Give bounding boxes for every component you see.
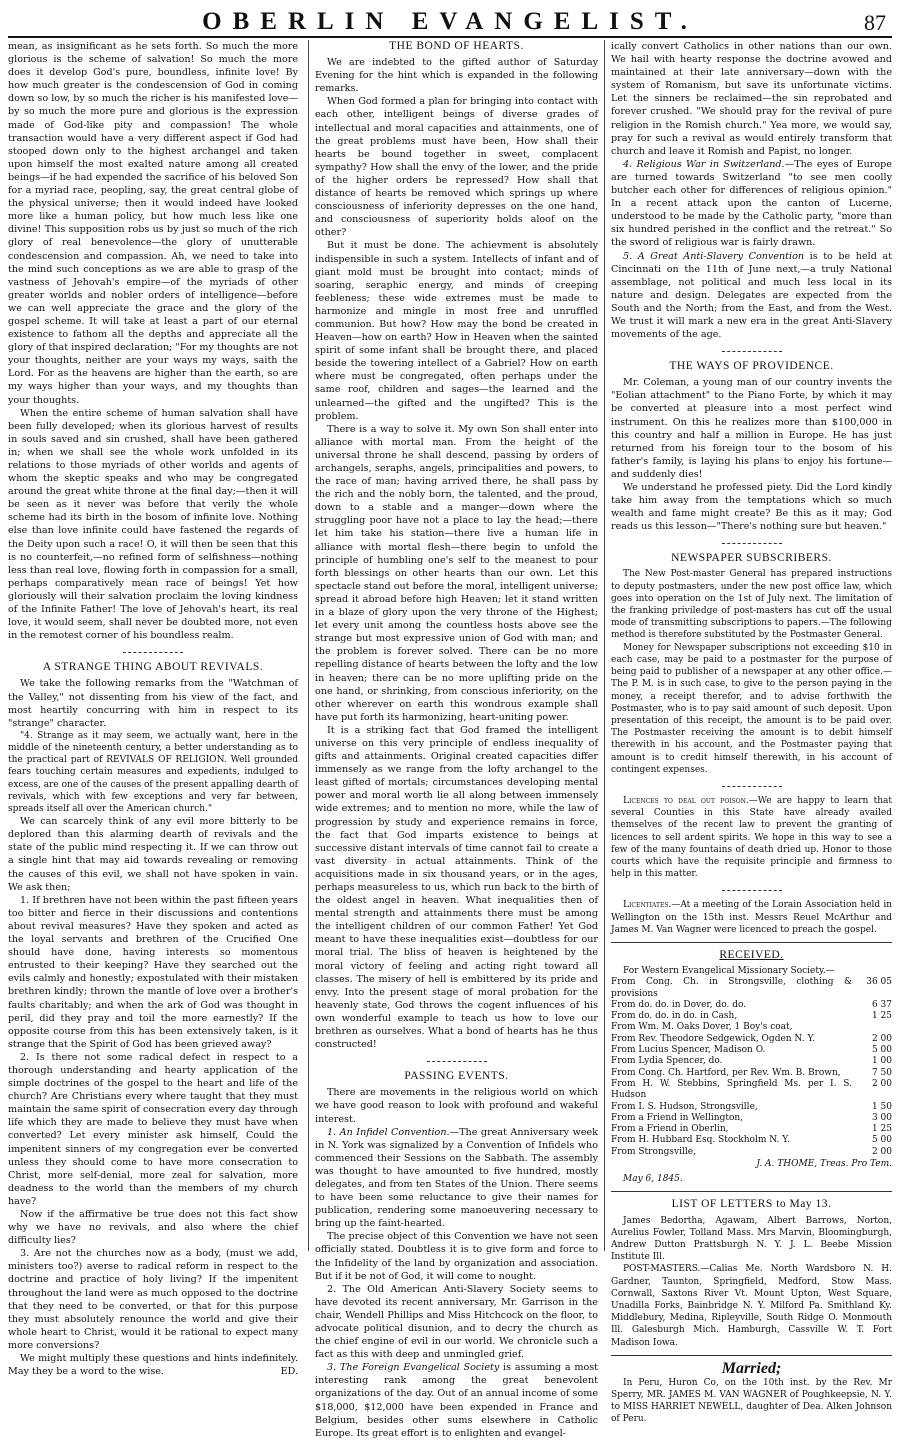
paragraph-text: is to be held at Cincinnati on the 11th of June next,—a truly National assemblage, not political and much less local in its nature and design. Delegates are expected from the South and the North; from the East, and from the West. We trust it will mark a new era in the great Anti-Slavery movements of the age. — [611, 250, 892, 341]
paragraph: There are movements in the religious world on which we have good reason to look with profound and wakeful interest. — [315, 1087, 598, 1125]
paragraph-text: —The eyes of Europe are turned towards Switzerland "to see men coolly butcher each other for differences of religious opinion." In a recent attack upon the canton of Lucerne, understood to be made by the Catholic party, "more than six hundred perished in the conflict and the retreat." So the sword of religious war is fairly drawn. — [611, 158, 892, 249]
received-source: From H. W. Stebbins, Springfield Ms. per I. S. Hudson — [611, 1078, 852, 1101]
article-heading-received: RECEIVED. — [719, 948, 784, 961]
received-source: From a Friend in Wellington, — [611, 1112, 744, 1123]
paragraph: Now if the affirmative be true does not this fact show why we have no revivals, and also where the chief difficulty lies? — [8, 1209, 298, 1247]
received-row — [611, 1034, 892, 1045]
paragraph: We understand he professed piety. Did the Lord kindly take him away from the temptations which so much wealth and fame might create? Be this as it may; God reads us this lesson—"There's nothing sure but heaven." — [611, 482, 892, 533]
columns — [8, 40, 892, 1439]
paragraph: Mr. Coleman, a young man of our country invents the "Eolian attachment" to the Piano Forte, by which it may be converted at pleasure into a most perfect wind instrument. On this he realizes more than $100,000 in this country and half a million in Europe. He has just returned from his foreign tour to the bosom of his father's family, is laying his plans to enjoy his fortune—and suddenly dies! — [611, 377, 892, 480]
paragraph: The precise object of this Convention we have not seen officially stated. Doubtless it is to give form and force to the Infidelity of the land by organization and association. But if it be not of God, it will come to nought. — [315, 1231, 598, 1282]
page-title: OBERLIN EVANGELIST. — [202, 8, 698, 35]
column-3 — [604, 40, 892, 1425]
received-row — [611, 1124, 892, 1135]
received-amount: 6 37 — [871, 999, 892, 1010]
paragraph-text: —At a meeting of the Lorain Association held in Wellington on the 15th inst. Messrs Reuel McArthur and James M. Van Wagner were licenced to preach the gospel. — [611, 900, 892, 935]
article-heading-letters: LIST OF LETTERS to May 13. — [671, 1198, 832, 1211]
received-intro: For Western Evangelical Missionary Society.— — [623, 966, 835, 977]
paragraph: The New Post-master General has prepared instructions to deputy postmasters, under the new post office law, which goes into operation on the 1st of July next. The limitation of the franking priviledge of post-masters has cut off the usual mode of transmitting subscriptions to papers.—The following method is therefore substituted by the Postmaster General. — [611, 569, 892, 641]
received-amount: 5 00 — [871, 1135, 892, 1146]
paragraph: ically convert Catholics in other nations than our own. We hail with hearty response the doctrine avowed and maintained at their late anniversary—down with the system of Romanism, but save its unfortunate victims. Let the sinners be reclaimed—the sin reprobated and forever crushed. "We should pray for the revival of pure religion in the Romish church." Yea more, we would say, pray for such a revival as would entirely transform that church and leave it Romish and Papist, no longer. — [611, 41, 892, 157]
paragraph: There is a way to solve it. My own Son shall enter into alliance with mortal man. From the height of the universal throne he shall descend, passing by orders of archangels, seraphs, angels, principalities and powers, to the race of man; having arrived there, he shall pass by the rich and the nobly born, the talented, and the proud, down to a stable and a manger—down where the struggling poor have not a place to lay the head;—there let him take his station—there live a human life in alliance with mortal flesh—there begin to unfold the principle of humbling one's self to the meanest to pour forth blessings on other hearts than our own. Let this spectacle stand out before the moral, intelligent universe; spread it abroad before high Heaven; let it stand written in a blaze of glory upon the very throne of the Highest; let every unit among the countless hosts above see the strange but most expressive union of God with man; and the problem is forever solved. There can be no more repelling distance of hearts between the lofty and the low in heaven; there can be no more uplifting pride on the one hand, or shrinking, from conscious inferiority, on the other wherever on earth this wondrous example shall have put forth its harmonizing, heart-uniting power. — [315, 423, 598, 723]
received-amount: 3 00 — [871, 1112, 892, 1123]
article-heading-passing-events: PASSING EVENTS. — [404, 1070, 509, 1083]
treasurer-signature: J. A. THOME, Treas. Pro Tem. — [756, 1159, 892, 1169]
received-source: From do. do. in do. in Cash, — [611, 1011, 738, 1022]
paragraph — [611, 899, 892, 936]
paragraph: Money for Newspaper subscriptions not exceeding $10 in each case, may be paid to a postmaster for the purpose of being paid to publisher of a newspaper at any other office.—The P. M. is in such case, to give to the person paying in the money, a receipt therefor, and to advise forthwith the Postmaster, who is to pay said amount of such deposit. Upon presentation of this receipt, the amount is to be paid over. The Postmaster receiving the amount is to debit himself therewith in his account, and the Postmaster paying that amount is to credit himself therewith, in his account of contingent expenses. — [611, 642, 892, 775]
received-amount: 2 00 — [871, 1078, 892, 1089]
item-title: 5. A Great Anti-Slavery Convention — [623, 250, 805, 262]
item-title: 4. Religious War in Switzerland. — [623, 158, 785, 170]
received-table — [611, 977, 892, 1158]
page-number: 87 — [864, 10, 886, 35]
received-row — [611, 1147, 892, 1158]
received-source: From Strongsville, — [611, 1146, 696, 1157]
received-source: From Lydia Spencer, do. — [611, 1056, 723, 1067]
received-source: From I. S. Hudson, Strongsville, — [611, 1101, 758, 1112]
received-row — [611, 1022, 892, 1033]
quoted-paragraph: "4. Strange as it may seem, we actually want, here in the middle of the nineteenth century, a better understanding as to the practical part of REVIVALS OF RELIGION. Well grounded fears touching certain measures and expedients, indulged to excess, are one of the causes of the present appalling dearth of revivals, which with few exceptions and very far between, spreads itself all over the American church." — [8, 730, 298, 814]
received-source: From a Friend in Oberlin, — [611, 1124, 729, 1135]
received-source: From Cong. Ch. in Strongsville, clothing & provisions — [611, 977, 852, 999]
paragraph: When God formed a plan for bringing into contact with each other, intelligent beings of diverse grades of intellectual and moral capacities and attainments, one of the great problems must have been, How shall their hearts be bound together in sweet, complacent sympathy? How shall the envy of the lower, and the pride of the higher orders be repressed? How shall that distance of hearts be removed which springs up where consciousness of inferiority depresses on the one hand, and consciousness of superiority holds aloof on the other? — [315, 96, 598, 239]
received-amount: 1 00 — [871, 1056, 892, 1067]
received-source: From H. Hubbard Esq. Stockholm N. Y. — [611, 1135, 790, 1146]
paragraph-text: —The great Anniversary week in N. York was signalized by a Convention of Infidels who commenced their Sessions on the Sabbath. The assembly was thought to have amounted to five hundred, mostly delegates, and from ten States of the Union. There seems to have been some reluctance to give their names for publication, rendering some manoeuvering necessary to bring up the faint-hearted. — [315, 1126, 598, 1230]
received-row — [611, 1135, 892, 1146]
article-heading-newspaper: NEWSPAPER SUBSCRIBERS. — [671, 552, 832, 565]
paragraph-text: We might multiply these questions and hints indefinitely. May they be a word to the wise. — [8, 1353, 298, 1378]
paragraph: 2. Is there not some radical defect in respect to a thorough understanding and hearty application of the simple doctrines of the gospel to the heart and life of the church? Are Christians every where taught that they must maintain the same spirit of consecration every day through life which they are made to believe they must have when converted? Let every minister ask himself, Could the impenitent sinners of my congregation ever be converted unless they should come to have more consecration to Christ, more self-denial, more zeal for salvation, more deadness to the world than the members of my church have? — [8, 1051, 298, 1207]
paragraph-text: —Calias Me. North Wardsboro N. H. Gardner, Taunton, Springfield, Medford, Stow Mass. Cornwall, Saxtons River Vt. Mount Upton, West Square, Unadilla Forks, Bainbridge N. Y. Milford Pa. Smithland Ky. Middlebury, Medina, Ripleyville, South Ridge O. Monmouth Ill. Galesburgh Mich. Hamburgh, Cassville W. T. Fort Madison Iowa. — [611, 1264, 892, 1348]
article-heading-married: Married; — [721, 1359, 782, 1377]
section-divider — [611, 1355, 892, 1356]
paragraph: 2. The Old American Anti-Slavery Society seems to have devoted its recent anniversary, Mr. Garrison in the chair, Wendell Phillips and Miss Hitchcock on the floor, to advocate political disunion, and to decry the church as the chief engine of evil in our world. We chronicle such a fact as this with deep and unmingled grief. — [315, 1283, 598, 1361]
item-title: 1. An Infidel Convention. — [327, 1126, 450, 1138]
item-title: Licentiates. — [623, 900, 672, 911]
received-row — [611, 977, 892, 1000]
received-amount: 1 25 — [871, 1011, 892, 1022]
paragraph: mean, as insignificant as he sets forth. So much the more glorious is the scheme of salvation! So much the more does it develop God's pure, boundless, infinite love! By how much greater is the condescension of God in coming down so low, by so much the richer is his manifested love—by so much the more pure and glorious is the expression made of God-like pity and compassion! The whole transaction would have a very different aspect if God had stooped down only to the highest archangel and taken upon himself the most exalted nature among all created beings—if he had expended the sacrifice of his beloved Son for a myriad race, peopling, say, the great central globe of the physical universe; then it would indeed have looked more like a human policy, but how much less like one divine! This supposition robs us by just so much of the rich glory of real benevolence—the glory of unutterable condescension and compassion. Ah, we need to take into the mind such conceptions as we are able to grasp of the vastness of Jehovah's empire—of the myriads of other greater worlds and nobler orders of intelligence—before we can well appreciate the grace and the glory of the gospel scheme. It will take at least a part of our eternal existence to fathom all the depths and appreciate all the glory of that inspired declaration; "For my thoughts are not your thoughts, neither are your ways my ways, saith the Lord. For as the heavens are higher than the earth, so are my ways higher than your ways, and my thoughts than your thoughts. — [8, 41, 298, 406]
item-title: Licences to deal out poison. — [623, 795, 749, 806]
paragraph — [611, 250, 892, 342]
received-source: From Wm. M. Oaks Dover, 1 Boy's coat, — [611, 1022, 793, 1033]
received-amount: 2 00 — [871, 1033, 892, 1044]
section-divider — [722, 351, 782, 352]
section-divider — [722, 786, 782, 787]
received-date: May 6, 1845. — [623, 1174, 683, 1185]
received-source: From Cong. Ch. Hartford, per Rev. Wm. B. Brown, — [611, 1067, 841, 1078]
section-divider — [722, 890, 782, 891]
paragraph: James Bedortha, Agawam, Albert Barrows, Norton, Aurelius Fowler, Tolland Mass. Mrs Marvin, Bloomingburgh, Andrew Dutton Prattsburgh N. Y. J. L. Beebe Mission Institute Ill. — [611, 1215, 892, 1263]
received-row — [611, 1011, 892, 1022]
received-amount — [852, 1022, 892, 1033]
received-amount: 7 50 — [871, 1067, 892, 1078]
item-title: POST-MASTERS. — [623, 1264, 701, 1275]
paragraph — [611, 795, 892, 880]
section-divider — [611, 1191, 892, 1192]
paragraph — [315, 1126, 598, 1231]
paragraph: We are indebted to the gifted author of Saturday Evening for the hint which is expanded in the following remarks. — [315, 57, 598, 95]
received-source: From Rev. Theodore Sedgewick, Ogden N. Y. — [611, 1033, 816, 1044]
paragraph: We can scarcely think of any evil more bitterly to be deplored than this alarming dearth of revivals and the state of the public mind respecting it. If we can throw out a single hint that may aid towards revealing or removing the causes of this evil, we shall not have spoken in vain. We ask then; — [8, 816, 298, 893]
received-amount: 1 25 — [871, 1124, 892, 1135]
received-source: From Lucius Spencer, Madison O. — [611, 1045, 766, 1056]
paragraph-text: is assuming a most interesting rank among the great benevolent organizations of the day. Out of an annual income of some $18,000, $12,000 have been expended in France and Belgium, besides other sums elsewhere in Catholic Europe. Its great effort is to enlighten and evangel- — [315, 1362, 598, 1439]
column-2 — [308, 40, 598, 1439]
article-heading-providence: THE WAYS OF PROVIDENCE. — [669, 360, 834, 373]
paragraph: It is a striking fact that God framed the intelligent universe on this very principle of endless inequality of gifts and attainments. Original created capacities differ immensely as we range from the lofty archangel to the least gifted of mortals; circumstances developing mental power and moral worth lie all along between immensely wide extremes; and to mention no more, while the law of progression by study and experience remains in force, the fact that God imparts existence to beings at successive distant intervals of time cannot fail to create a vast diversity in actual attainments. Think of the acquisitions made in six thousand years, or in the ages, perhaps measureless to us, which run back to the birth of the oldest angel in heaven. What inequalities then of mental strength and attainments there must be among the intelligent children of our common Father! Yet God meant to have these inequalities exist—doubtless for our moral trial. The bliss of heaven is heightened by the moral victory of feeling and acting right toward all classes. The misery of hell is embittered by its pride and envy. Into the present stage of moral probation for the heavenly state, God throws the cogent influences of his own wonderful example to teach us how to love our brethren as ourselves. What a bond of hearts has he thus constructed! — [315, 724, 598, 1051]
item-title: 3. The Foreign Evangelical Society — [327, 1362, 500, 1374]
section-divider — [123, 652, 183, 653]
received-source: From do. do. in Dover, do. do. — [611, 999, 747, 1010]
paragraph — [8, 1352, 298, 1378]
paragraph: We take the following remarks from the "Watchman of the Valley," not dissenting from his view of the fact, and most heartily concurring with him in respect to its "strange" character. — [8, 678, 298, 729]
received-row — [611, 1113, 892, 1124]
paragraph — [315, 1361, 598, 1440]
section-divider — [427, 1061, 487, 1062]
received-amount: 1 50 — [871, 1101, 892, 1112]
received-amount: 36 05 — [866, 977, 892, 988]
received-row — [611, 1068, 892, 1079]
received-row — [611, 1000, 892, 1011]
paragraph-text: —We are happy to learn that several Counties in this State have already availed themselves of the recent law to prevent the granting of licences to sell ardent spirits. We hope in this way to see a few of the many fountains of death dried up. Honor to those courts which have the requisite principle and firmness to help in this matter. — [611, 795, 892, 880]
paragraph: 3. Are not the churches now as a body, (must we add, ministers too?) averse to radical reform in respect to the doctrine and practice of holy living? If the impenitent throughout the land were as much opposed to the doctrine that they need to be converted, or that for this purpose they must absolutely renounce the world and give their whole heart to Christ, would it be rational to expect many more conversions? — [8, 1248, 298, 1351]
paragraph — [611, 158, 892, 250]
received-amount: 2 00 — [871, 1146, 892, 1157]
paragraph: 1. If brethren have not been within the past fifteen years too bitter and fierce in their discussions and contentions about revival measures? Have they spoken and acted as the loyal servants and brethren of the Crucified One should have done, having interests so momentous entrusted to their keeping? Have they searched out the evils calmly and honestly; expostulated with their mistaken brethren kindly; thrown the mantle of love over a brother's faults charitably; and when the ark of God was thought in peril, did they pray and toil the more earnestly? If the opposite course from this has been extensively taken, is it strange that the Spirit of God has been grieved away? — [8, 894, 298, 1050]
received-row — [611, 1079, 892, 1102]
received-row — [611, 1102, 892, 1113]
editor-signature: ED. — [280, 1366, 298, 1378]
article-heading-bond: THE BOND OF HEARTS. — [389, 40, 524, 52]
paragraph: In Peru, Huron Co, on the 10th inst. by the Rev. Mr Sperry, MR. JAMES M. VAN WAGNER of Poughkeepsie, N. Y. to MISS HARRIET NEWELL, daughter of Dea. Alken Johnson of Peru. — [611, 1377, 892, 1425]
received-amount: 5 00 — [871, 1045, 892, 1056]
section-divider — [611, 942, 892, 943]
article-heading-revivals: A STRANGE THING ABOUT REVIVALS. — [42, 661, 264, 674]
paragraph — [611, 1263, 892, 1348]
received-row — [611, 1056, 892, 1067]
column-1 — [8, 40, 298, 1378]
section-divider — [722, 543, 782, 544]
paragraph: But it must be done. The achievment is absolutely indispensible in such a system. Intellects of infant and of giant mold must be brought into contact; minds of soaring, seraphic energy, and minds of creeping feebleness; these wide extremes must be made to harmonize and mingle in most free and unruffled communion. But how? How may the bond be created in Heaven—how on earth? How in Heaven when the sainted spirit of some infant shall be brought there, and placed beside the towering intellect of a Gabriel? How on earth where must be congregated, often perhaps under the same roof, children and sages—the learned and the unlearned—the gifted and the ungifted? This is the problem. — [315, 240, 598, 422]
received-row — [611, 1045, 892, 1056]
masthead — [8, 6, 892, 38]
paragraph: When the entire scheme of human salvation shall have been fully developed; when its glorious harvest of results in souls saved and sin crushed, shall have been gathered in; when we shall see the whole work unfolded in its relations to those myriads of other worlds and agents of whom the skeptic speaks and who may be congregated around the great white throne at the final day;—then it will be seen as it never was before that verily the whole scheme had its birth in the bosom of infinite love. Nothing else than love infinite could have fastened the regards of the Deity upon such a race! O, it will then be seen that this is no counterfeit,—no refined form of selfishness—nothing less than real love, flowing forth in compassion for a small, perhaps comparatively mean race of beings! Yet how gloriously will their salvation proclaim the loving kindness of the Infinite Father! The love of Jehovah's heart, its real love, it would seem, shall never be doubted more, not even in the remotest corner of his boundless realm. — [8, 407, 298, 642]
